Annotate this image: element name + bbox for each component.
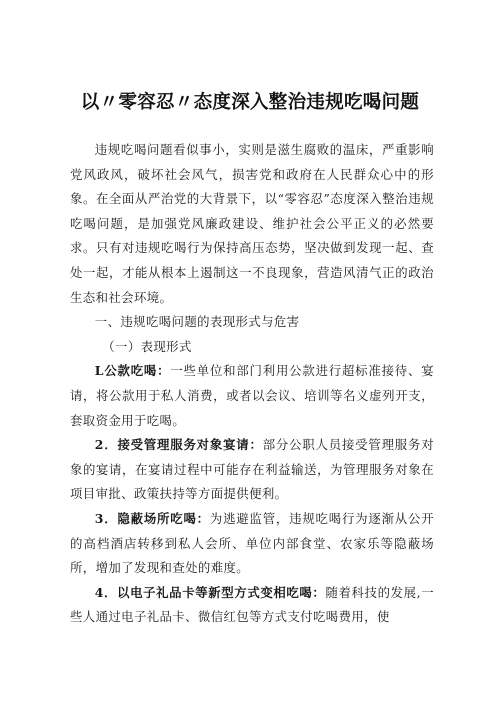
list-item: [70, 581, 434, 630]
intro-paragraph: 违规吃喝问题看似事小，实则是滋生腐败的温床，严重影响党风政风，破坏社会风气，损害党和政府在人民群众心中的形象。在全面从严治党的大背景下，以“零容忍”态度深入整治违规吃喝问题，是加强党风廉政建设、维护社会公平正义的必然要求。只有对违规吃喝行为保持高压态势，坚决做到发现一起、查处一起，才能从根本上遏制这一不良现象，营造风清气正的政治生态和社会环境。: [70, 142, 434, 305]
list-item-text: 为逃避监管，违规吃喝行为逐渐从公开的高档酒店转移到私人会所、单位内部食堂、农家乐等隐蔽场所，增加了发现和查处的难度。: [70, 510, 434, 576]
list-item-text: 一些单位和部门利用公款进行超标准接待、宴请，将公款用于私人消费，或者以会议、培训等名义虚列开支，套取资金用于吃喝。: [70, 363, 434, 428]
list-item: [70, 507, 434, 581]
subsection-heading: （一）表现形式: [102, 338, 192, 354]
list-item-label: 3．隐蔽场所吃喝：: [94, 510, 210, 526]
list-item: [70, 359, 434, 433]
list-item: [70, 433, 434, 507]
list-item-label: L公款吃喝：: [94, 363, 171, 379]
list-item-text: 随着科技的发展,一些人通过电子礼品卡、微信红包等方式支付吃喝费用，使: [70, 584, 434, 625]
document-body: [70, 138, 434, 630]
section-heading: 一、违规吃喝问题的表现形式与危害: [94, 314, 300, 330]
list-item-text: 部分公职人员接受管理服务对象的宴请，在宴请过程中可能存在利益输送，为管理服务对象在项目审批、政策扶持等方面提供便利。: [70, 437, 434, 502]
list-item-label: 2．接受管理服务对象宴请：: [94, 437, 263, 453]
document-title: 以〃零容忍〃态度深入整治违规吃喝问题: [80, 92, 420, 113]
list-item-label: 4．以电子礼品卡等新型方式变相吃喝：: [94, 584, 326, 600]
